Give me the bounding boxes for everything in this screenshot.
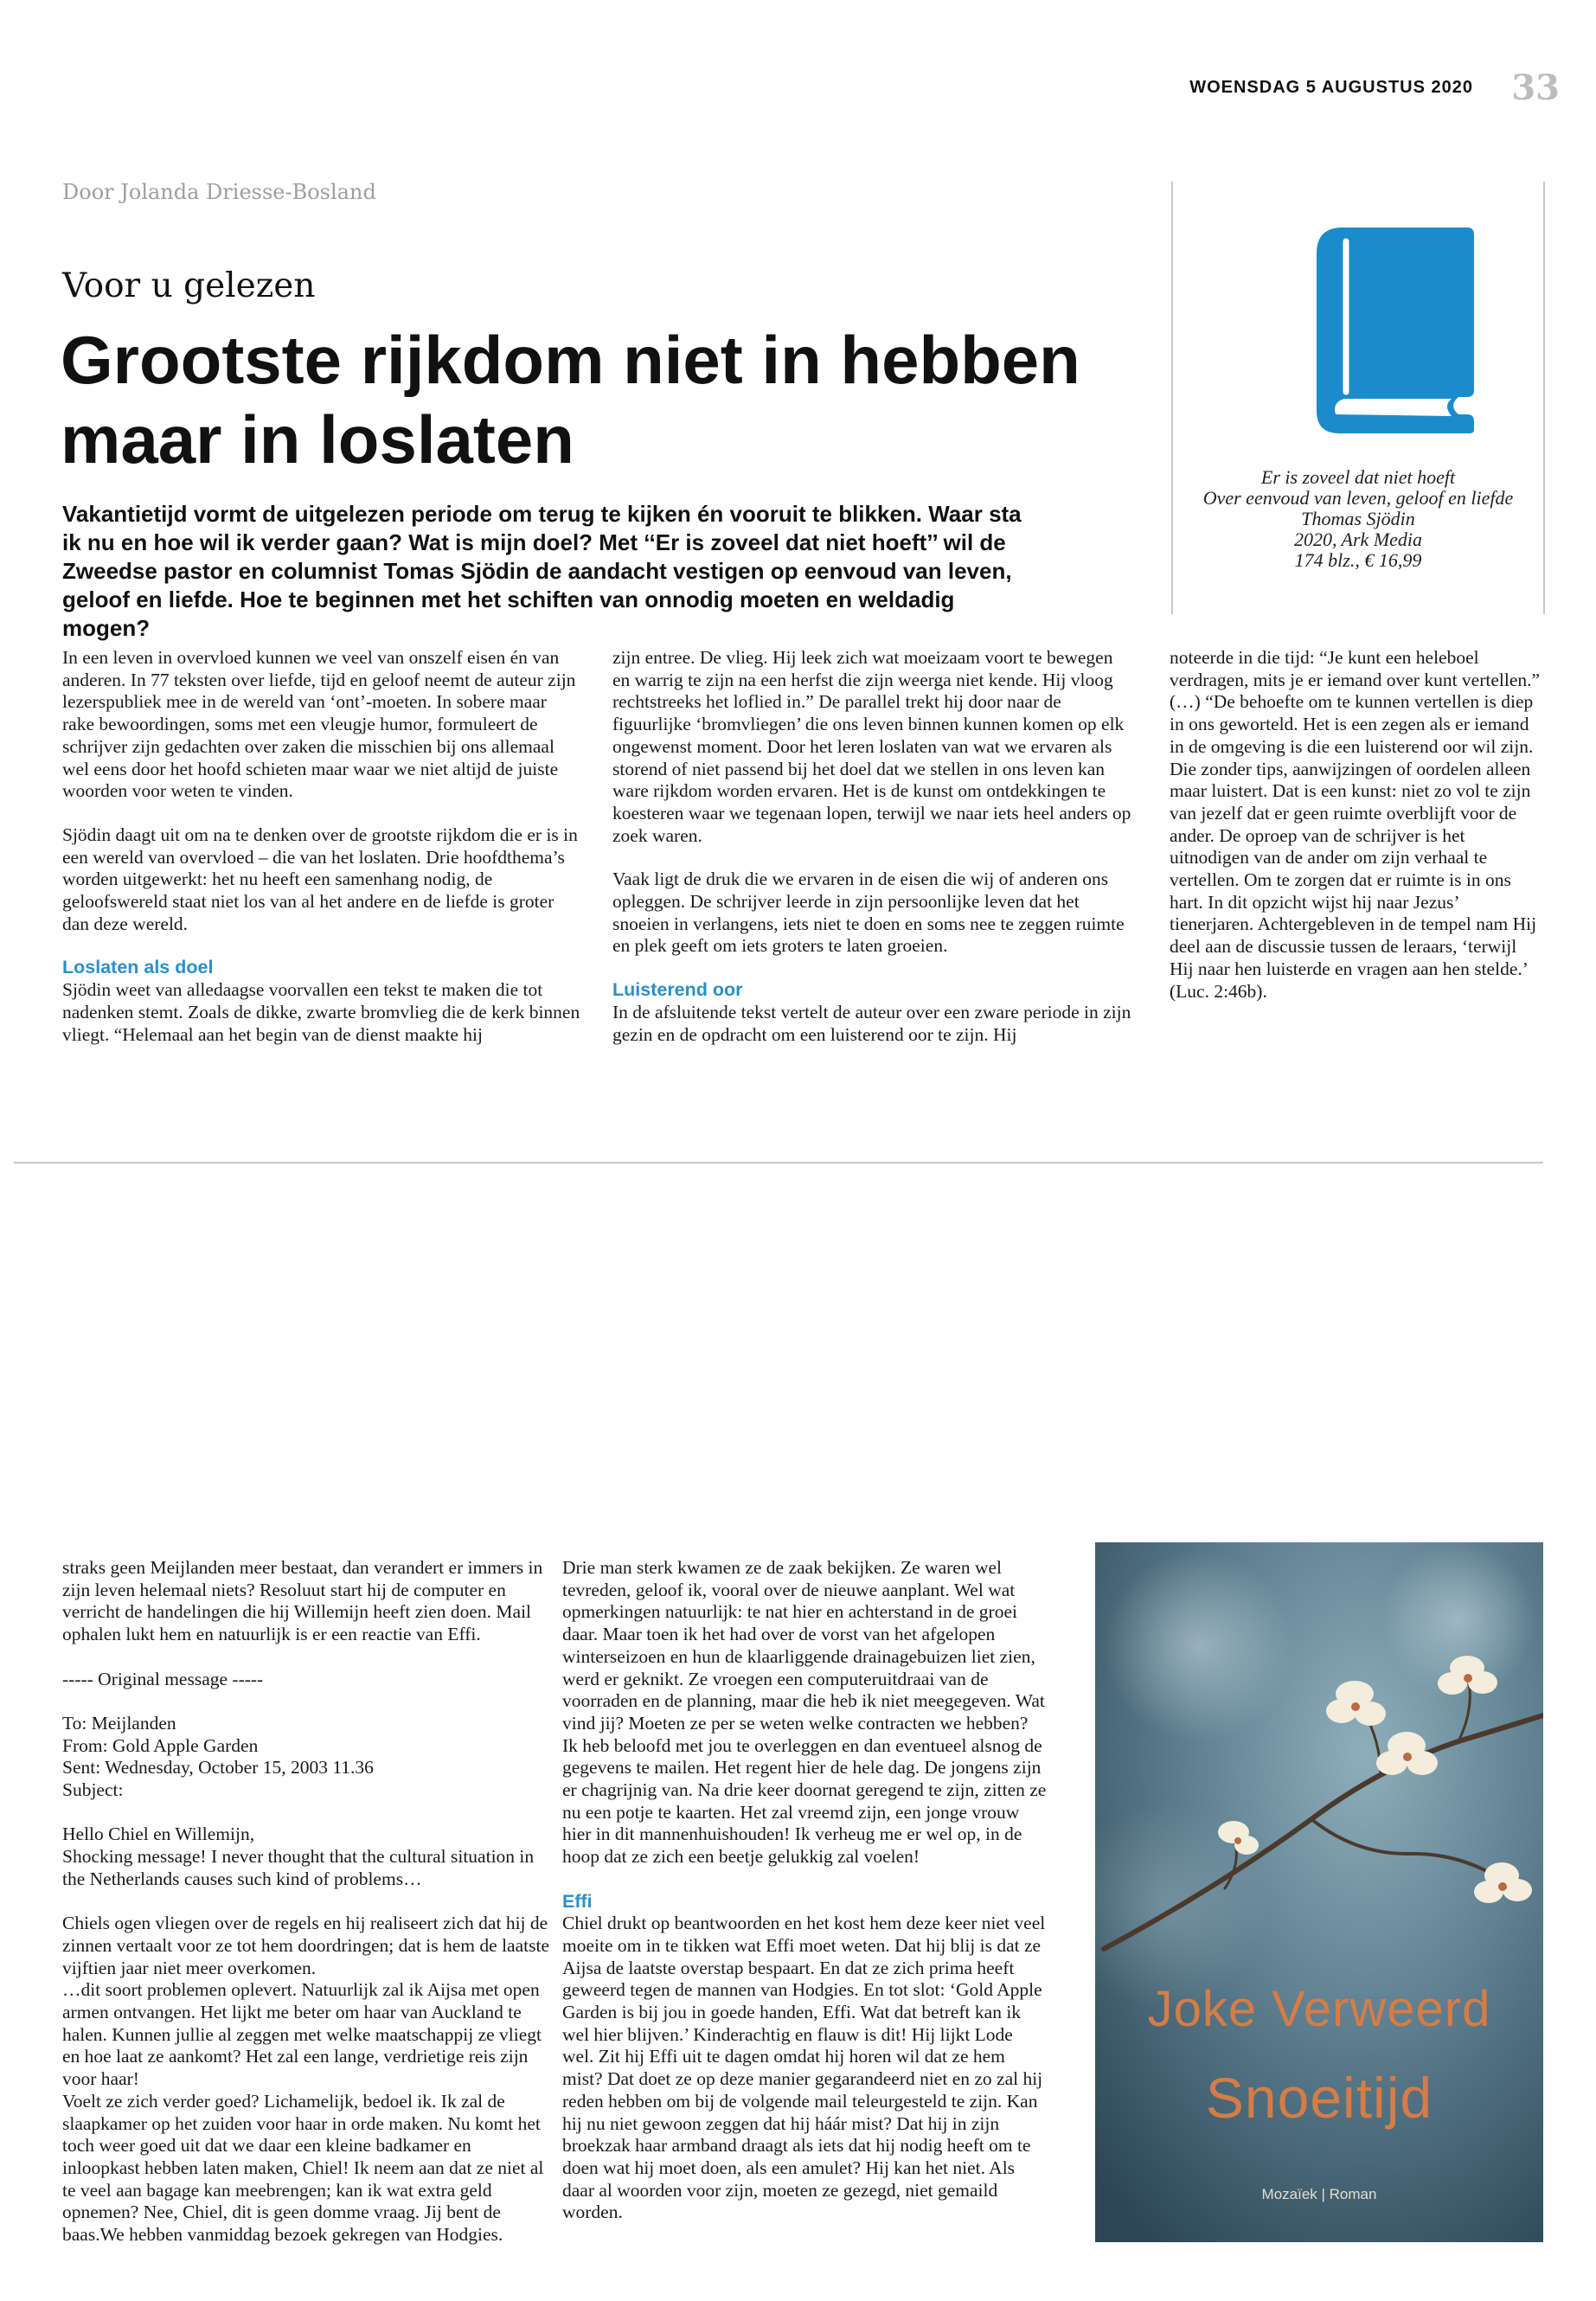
subheading: Loslaten als doel [62,957,214,978]
subheading: Effi [562,1890,593,1912]
cover-title: Snoeitijd [1205,2066,1433,2130]
paragraph: Vaak ligt de druk die we ervaren in de eisen die wij of anderen ons opleggen. De schrijver leerde in zijn persoonlijke leven dat het snoeien in verlangens, iets niet te doen en soms nee te zeggen ruimte en plek geeft om iets groters te laten groeien. [612,868,1125,957]
paragraph: straks geen Meijlanden meer bestaat, dan verandert er immers in zijn leven helemaal niets? Resoluut start hij de computer en verricht de handelingen die hij Willemijn heeft zien doen. Mail ophalen lukt hem en natuurlijk is er een reactie van Effi. [62,1557,543,1645]
book-title: Er is zoveel dat niet hoeft [1260,466,1456,488]
article-column-2 [612,647,1131,1067]
article-column-1 [62,647,581,1067]
cover-author: Joke Verweerd [1147,1981,1491,2037]
book-subtitle: Over eenvoud van leven, geloof en liefde [1202,487,1514,509]
book-price: 174 blz., € 16,99 [1294,549,1422,571]
paragraph: Chiels ogen vliegen over de regels en hij realiseert zich dat hij de zinnen vertaalt voor ze tot hem doordringen; dat is hem de laatste vijftien jaar niet meer overkomen. …dit soort problemen oplevert. Natuurlijk zal ik Aijsa met open armen ontvangen. Het lijkt me beter om haar van Auckland te halen. Kunnen jullie al zeggen met welke maatschappij ze vliegt en hoe laat ze aankomt? Het zal een lange, verdrietige reis zijn voor haar! Voelt ze zich verder goed? Lichamelijk, bedoel ik. Ik zal de slaapkamer op het zuiden voor haar in orde maken. Nu komt het toch weer goed uit dat we daar een kleine badkamer en inloopkast hebben laten maken, Chiel! Ik neem aan dat ze niet al te veel aan bagage kan meebrengen; kan ik wat extra geld opnemen? Nee, Chiel, dit is geen domme vraag. Jij bent de baas.We hebben vanmiddag bezoek gekregen van Hodgies. [62,1913,549,2246]
excerpt-column-1 [62,1557,551,2268]
paragraph: Chiel drukt op beantwoorden en het kost hem deze keer niet veel moeite om in te tikken wat Effi moet weten. Dat hij blij is dat ze Aijsa de laatste overstap bespaart. En dat ze zich prima heeft geweerd tegen de mannen van Hodgies. En tot slot: ‘Gold Apple Garden is bij jou in goede handen, Effi. Wat dat betreft kan ik wel hier blijven.’ Kinderachtig en flauw is dit! Hij lijkt Lode wel. Zit hij Effi uit te dagen omdat hij horen wil dat ze hem mist? Dat doet ze op deze manier gegarandeerd niet en zo zal hij reden hebben om bij de volgende mail teleurgesteld te zijn. Kan hij nu niet gewoon zeggen dat hij háár mist? Dat hij in zijn broekzak haar armband draagt als iets dat hij nodig heeft om te doen wat hij moet doen, als een amulet? Hij kan het niet. Als daar al woorden voor zijn, moeten ze gezegd, niet gemaild worden. [562,1913,1046,2223]
paragraph: Sjödin daagt uit om na te denken over de grootste rijkdom die er is in een wereld van overvloed – die van het loslaten. Drie hoofdthema’s worden uitgewerkt: het nu heeft een samenhang nodig, de geloofswereld staat niet los van al het andere en de liefde is groter dan deze wereld. [62,824,578,934]
paragraph: In de afsluitende tekst vertelt de auteur over een zware periode in zijn gezin en de opdracht om een luisterend oor te zijn. Hij [612,1001,1131,1045]
cover-artwork [1095,1542,1543,2242]
email-header: To: Meijlanden From: Gold Apple Garden Sent: Wednesday, October 15, 2003 11.36 Subject: [62,1712,374,1800]
page-number: 33 [1511,67,1560,108]
paragraph: In een leven in overvloed kunnen we veel van onszelf eisen én van anderen. In 77 teksten over liefde, tijd en geloof neemt de auteur zijn lezerspubliek mee in de wereld van ‘ont’-moeten. In sobere maar rake bewoordingen, soms met een vleugje humor, formuleert de schrijver zijn gedachten over zaken die misschien bij ons allemaal wel eens door het hoofd schieten maar waar we niet altijd de juiste woorden voor weten te vinden. [62,647,576,802]
paragraph: noteerde in die tijd: “Je kunt een heleboel verdragen, mits je er iemand over kunt vertellen.” (…) “De behoefte om te kunnen vertellen is diep in ons geworteld. Het is een zegen als er iemand in de omgeving is die een luisterend oor wil zijn. Die zonder tips, aanwijzingen of oordelen alleen maar luistert. Dat is een kunst: niet zo vol te zijn van jezelf dat er geen ruimte overblijft voor de ander. De oproep van de schrijver is het uitnodigen van de ander om zijn verhaal te vertellen. Om te zorgen dat er ruimte is in ons hart. In dit opzicht wijst hij naar Jezus’ tienerjaren. Achtergebleven in de tempel nam Hij deel aan de discussie tussen de leraars, ‘terwijl Hij naar hen luisterde en vragen aan hen stelde.’ (Luc. 2:46b). [1170,647,1541,1002]
divider [1543,182,1545,614]
book-icon [1298,221,1479,437]
page-date: WOENSDAG 5 AUGUSTUS 2020 [1189,78,1473,97]
subheading: Luisterend oor [612,979,743,1001]
paragraph: Drie man sterk kwamen ze de zaak bekijken. Ze waren wel tevreden, geloof ik, vooral over de nieuwe aanplant. Wel wat opmerkingen natuurlijk: te nat hier en achterstand in de groei daar. Maar toen ik het had over de vorst van het afgelopen winterseizoen en hun de klaarliggende drainagebuizen liet zien, werd er geknikt. Ze vroegen een computeruitdraai van de voorraden en de planning, maar die heb ik niet meegegeven. Wat vind jij? Moeten ze per se weten welke contracten we hebben? Ik heb beloofd met jou te overleggen en dan eventueel alsnog de gegevens te mailen. Het regent hier de hele dag. De jongens zijn er chagrijnig van. Na drie keer doornat geregend te zijn, zitten ze nu een potje te kaarten. Het zal vreemd zijn, een jonge vrouw hier in dit mannenhuishouden! Ik verheug me er wel op, in de hoop dat ze zich een beetje gelukkig zal voelen! [562,1557,1047,1868]
excerpt-column-2 [562,1557,1047,2247]
byline: Door Jolanda Driesse-Bosland [62,180,376,204]
email-body: Hello Chiel en Willemijn, Shocking message! I never thought that the cultural situation in the Netherlands causes such kind of problems… [62,1823,535,1889]
section-divider [14,1162,1543,1163]
cover-publisher: Mozaïek | Roman [1261,2186,1377,2202]
divider [1171,182,1173,614]
book-publisher: 2020, Ark Media [1293,529,1423,550]
book-author: Thomas Sjödin [1301,508,1415,529]
headline: Grootste rijkdom niet in hebben maar in loslaten [61,322,1080,478]
paragraph: Sjödin weet van alledaagse voorvallen een tekst te maken die tot nadenken stemt. Zoals de dikke, zwarte bromvlieg die de kerk binnen vliegt. “Helemaal aan het begin van de dienst maakte hij [62,979,580,1045]
article-column-3 [1170,647,1542,1024]
paragraph: zijn entree. De vlieg. Hij leek zich wat moeizaam voort te bewegen en warrig te zijn na een herfst die zijn weerga niet kende. Hij vloog rechtstreeks het loflied in.” De parallel trekt hij door naar de figuurlijke ‘bromvliegen’ die ons leven binnen kunnen komen op elk ongewenst moment. Door het leren loslaten van wat we ervaren als storend of niet passend bij het doel dat we stellen in ons leven kan ware rijkdom worden ervaren. Het is de kunst om ontdekkingen te koesteren waar we tegenaan lopen, terwijl we naar iets heel anders op zoek waren. [612,647,1131,846]
intro: Vakantietijd vormt de uitgelezen periode om terug te kijken én vooruit te blikken. Waar sta ik nu en hoe wil ik verder gaan? Wat is mijn doel? Met ‘‘Er is zoveel dat niet hoeft’’ wil de Zweedse pastor en columnist Tomas Sjödin de aandacht vestigen op eenvoud van leven, geloof en liefde. Hoe te beginnen met het schiften van onnodig moeten en weldadig mogen? [62,501,1022,641]
book-cover [1095,1542,1543,2242]
book-info [1194,467,1522,571]
email-separator: ----- Original message ----- [62,1668,264,1689]
kicker: Voor u gelezen [62,266,316,305]
